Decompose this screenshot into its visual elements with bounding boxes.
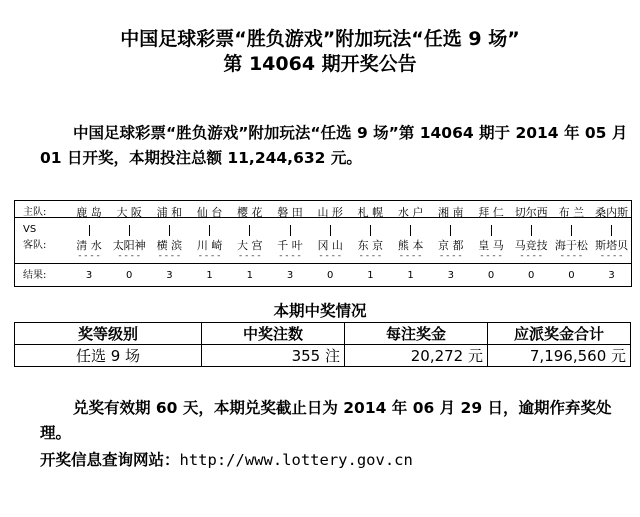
guest-team: 马竞技: [514, 239, 548, 252]
score-dash: - - - -: [600, 251, 623, 261]
guest-team: 千 叶: [277, 239, 303, 252]
match-result: 1: [206, 270, 213, 281]
site-line: [40, 448, 413, 473]
header-amount: 每注奖金: [345, 323, 488, 345]
guest-team: 熊 本: [397, 239, 424, 252]
match-result: 0: [327, 270, 334, 281]
match-result: 0: [528, 270, 535, 281]
home-team: 水 户: [397, 206, 424, 219]
vs-divider: [308, 223, 352, 237]
match-result: 1: [246, 270, 253, 281]
home-team: 湘 南: [438, 206, 464, 219]
match-result: 1: [407, 270, 414, 281]
guest-team: 京 都: [438, 239, 464, 252]
home-team: 札 幌: [357, 206, 384, 219]
match-result: 3: [85, 270, 93, 281]
score-dash: - - - -: [198, 251, 221, 261]
prize-level: 任选 9 场: [15, 345, 202, 367]
claim-paragraph: 兑奖有效期 60 天，本期兑奖截止日为 2014 年 06 月 29 日，逾期作弃奖处理。: [40, 399, 612, 442]
vs-divider: [107, 223, 151, 237]
home-team: 布 兰: [558, 206, 585, 219]
prize-table: [14, 322, 631, 367]
match-result: 0: [126, 270, 133, 281]
home-team: 拜 仁: [478, 206, 504, 219]
home-team: 大 阪: [116, 206, 142, 219]
match-result: 1: [367, 270, 374, 281]
score-dash: - - - -: [279, 251, 301, 261]
vs-divider: [147, 223, 191, 237]
intro-paragraph: 中国足球彩票“胜负游戏”附加玩法“任选 9 场”第 14064 期于 2014 年 05 月 01 日开奖，本期投注总额 11,244,632 元。: [40, 124, 628, 167]
prize-count: 355 注: [202, 345, 345, 367]
home-team: 樱 花: [237, 206, 263, 219]
guest-team: 海于松: [554, 239, 588, 252]
home-team: 山 形: [317, 206, 343, 219]
vs-divider: [509, 223, 553, 237]
home-team: 桑内斯: [595, 206, 629, 219]
home-row-label: 主队:: [23, 207, 47, 218]
guest-team: 东 京: [357, 239, 384, 252]
prize-amount: 20,272 元: [345, 345, 488, 367]
header-count: 中奖注数: [202, 323, 345, 345]
home-team: 浦 和: [156, 206, 183, 219]
site-label: 开奖信息查询网站：: [40, 451, 180, 469]
table-row: [15, 345, 631, 367]
guest-team: 川 崎: [196, 239, 223, 252]
grid-divider: [15, 263, 631, 264]
vs-divider: [429, 223, 473, 237]
match-result: 3: [286, 270, 294, 281]
score-dash: - - - -: [78, 251, 100, 261]
guest-team: 大 宫: [237, 239, 263, 252]
vs-divider: [469, 223, 513, 237]
match-result: 3: [166, 270, 173, 281]
score-dash: - - - -: [560, 251, 583, 261]
prize-header-row: [15, 323, 631, 345]
match-result: 0: [568, 270, 575, 281]
score-dash: - - - -: [440, 251, 462, 261]
result-row-label: 结果:: [23, 270, 47, 281]
guest-team: 太阳神: [112, 239, 146, 252]
prize-heading: 本期中奖情况: [273, 302, 367, 320]
score-dash: - - - -: [158, 251, 181, 261]
match-result: 3: [608, 270, 615, 281]
match-result: 3: [447, 270, 454, 281]
match-grid: [14, 200, 632, 287]
guest-team: 清 水: [76, 239, 102, 252]
header-level: 奖等级别: [15, 323, 202, 345]
vs-divider: [549, 223, 593, 237]
vs-divider: [188, 223, 232, 237]
site-link[interactable]: http://www.lottery.gov.cn: [179, 451, 413, 469]
score-dash: - - - -: [319, 251, 341, 261]
guest-row-label: 客队:: [23, 240, 47, 251]
vs-divider: [590, 223, 634, 237]
score-dash: - - - -: [399, 251, 422, 261]
vs-divider: [348, 223, 392, 237]
score-dash: - - - -: [520, 251, 542, 261]
guest-team: 皇 马: [478, 239, 504, 252]
vs-divider: [228, 223, 272, 237]
score-dash: - - - -: [480, 251, 502, 261]
guest-team: 横 滨: [156, 239, 183, 252]
vs-row-label: VS: [23, 224, 37, 235]
vs-divider: [389, 223, 433, 237]
score-dash: - - - -: [118, 251, 140, 261]
vs-divider: [268, 223, 312, 237]
guest-team: 斯塔贝: [595, 239, 629, 252]
home-team: 切尔西: [514, 206, 548, 219]
home-team: 鹿 岛: [76, 206, 102, 219]
issue-title: 第 14064 期开奖公告: [223, 53, 417, 75]
prize-total: 7,196,560 元: [488, 345, 631, 367]
score-dash: - - - -: [359, 251, 382, 261]
score-dash: - - - -: [239, 251, 261, 261]
home-team: 磐 田: [277, 206, 303, 219]
home-team: 仙 台: [196, 206, 223, 219]
guest-team: 冈 山: [317, 239, 343, 252]
vs-divider: [67, 223, 111, 237]
announcement-title: 中国足球彩票“胜负游戏”附加玩法“任选 9 场”: [120, 28, 520, 50]
header-total: 应派奖金合计: [488, 323, 631, 345]
match-result: 0: [487, 270, 495, 281]
